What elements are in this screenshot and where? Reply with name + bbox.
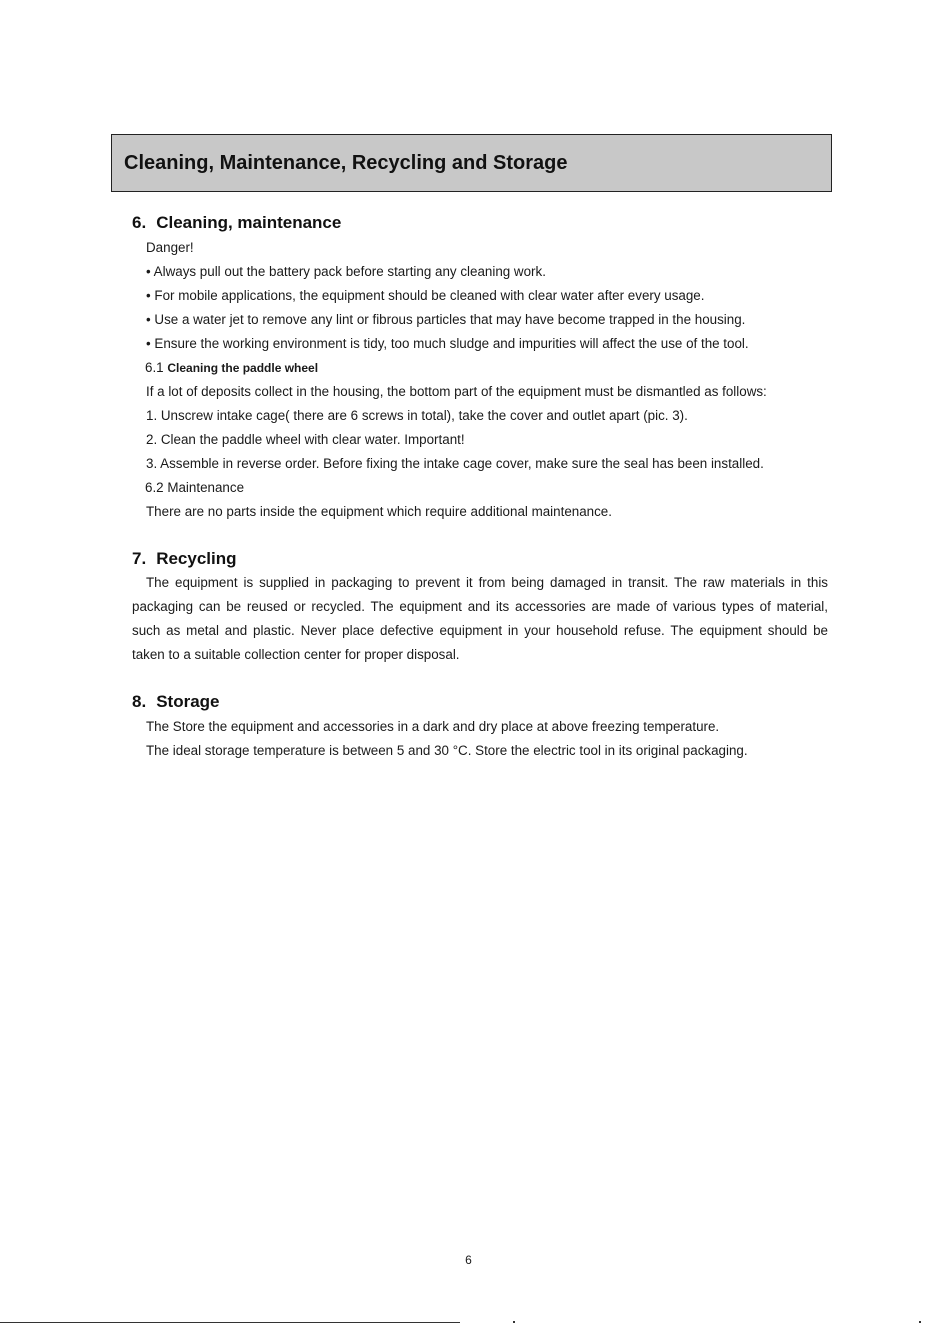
bullet-item: • For mobile applications, the equipment should be cleaned with clear water after every usage. bbox=[146, 288, 705, 303]
subsection-6-2-text: There are no parts inside the equipment which require additional maintenance. bbox=[146, 504, 612, 519]
subsection-6-2-title: 6.2 Maintenance bbox=[145, 480, 245, 495]
bullet-item: • Ensure the working environment is tidy, too much sludge and impurities will affect the use of the tool. bbox=[146, 336, 749, 351]
subsection-6-1-number: 6.1 bbox=[145, 360, 164, 375]
storage-line: The ideal storage temperature is between 5 and 30 °C. Store the electric tool in its original packaging. bbox=[146, 743, 748, 758]
storage-line: The Store the equipment and accessories in a dark and dry place at above freezing temperature. bbox=[146, 719, 720, 734]
footer-mark bbox=[919, 1321, 921, 1323]
subsection-6-1-title: Cleaning the paddle wheel bbox=[167, 361, 319, 375]
page-number: 6 bbox=[465, 1253, 472, 1267]
section-6-number: 6. bbox=[132, 213, 147, 232]
section-7-title: Recycling bbox=[156, 549, 237, 568]
footer-rule bbox=[0, 1322, 460, 1323]
step-item: 2. Clean the paddle wheel with clear water. Important! bbox=[146, 432, 465, 447]
subsection-6-1-heading bbox=[145, 360, 318, 376]
danger-label: Danger! bbox=[146, 240, 194, 255]
bullet-item: • Always pull out the battery pack before starting any cleaning work. bbox=[146, 264, 546, 279]
section-7-heading bbox=[132, 549, 237, 569]
paragraph-line: The equipment is supplied in packaging to prevent it from being damaged in transit. The raw materials in this bbox=[146, 575, 828, 590]
bullet-item: • Use a water jet to remove any lint or fibrous particles that may have become trapped in the housing. bbox=[146, 312, 746, 327]
paragraph-line: such as metal and plastic. Never place defective equipment in your household refuse. The equipment should be bbox=[132, 623, 828, 638]
paragraph-line: taken to a suitable collection center for proper disposal. bbox=[132, 647, 460, 662]
subsection-6-1-intro: If a lot of deposits collect in the housing, the bottom part of the equipment must be dismantled as follows: bbox=[146, 384, 767, 399]
section-8-heading bbox=[132, 692, 219, 712]
section-6-title: Cleaning, maintenance bbox=[156, 213, 342, 232]
banner-title: Cleaning, Maintenance, Recycling and Storage bbox=[124, 152, 568, 174]
recycling-paragraph bbox=[132, 571, 828, 667]
footer-mark bbox=[513, 1321, 515, 1323]
section-7-number: 7. bbox=[132, 549, 147, 568]
section-6-heading bbox=[132, 213, 341, 233]
section-banner bbox=[111, 134, 832, 192]
section-8-title: Storage bbox=[156, 692, 220, 711]
step-item: 1. Unscrew intake cage( there are 6 screws in total), take the cover and outlet apart (pic. 3). bbox=[146, 408, 688, 423]
paragraph-line: packaging can be reused or recycled. The equipment and its accessories are made of various types of material, bbox=[132, 599, 828, 614]
step-item: 3. Assemble in reverse order. Before fixing the intake cage cover, make sure the seal has been installed. bbox=[146, 456, 764, 471]
section-8-number: 8. bbox=[132, 692, 147, 711]
